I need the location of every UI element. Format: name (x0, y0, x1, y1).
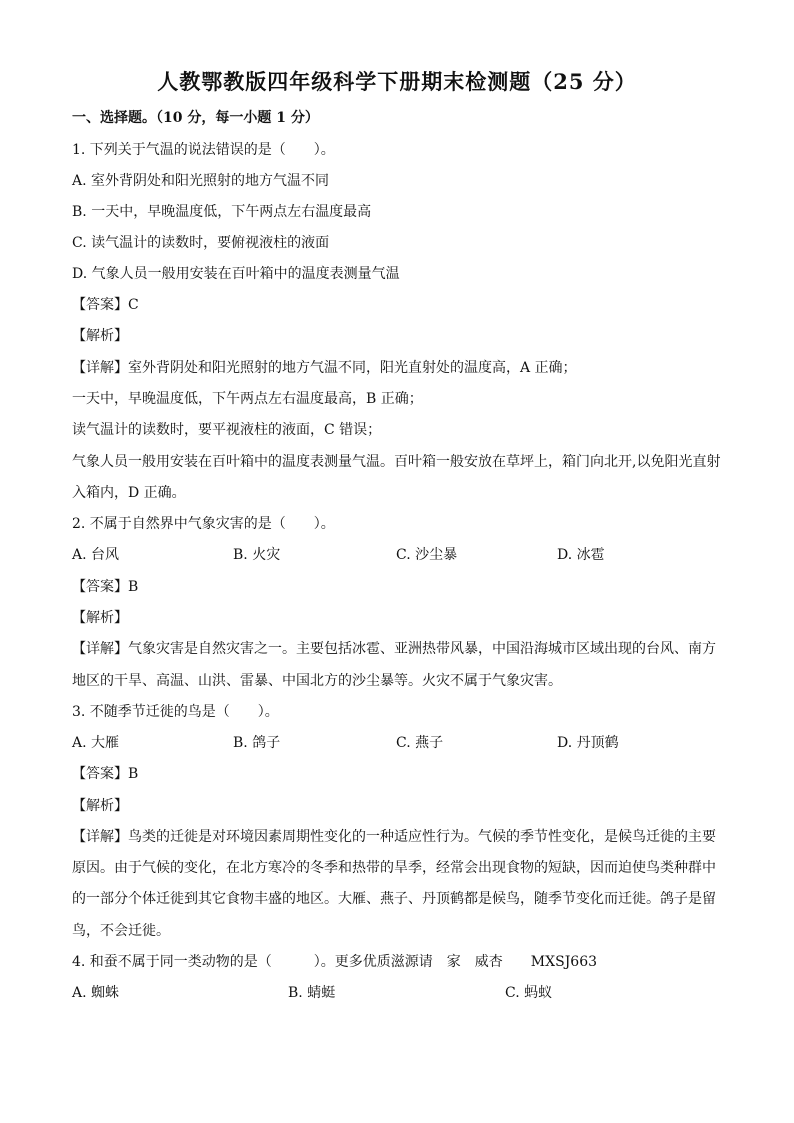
q2-detail-2: 地区的干旱、高温、山洪、雷暴、中国北方的沙尘暴等。火灾不属于气象灾害。 (72, 673, 562, 689)
q1-option-b: B. 一天中，早晚温度低，下午两点左右温度最高 (72, 204, 372, 220)
q1-detail-4: 气象人员一般用安装在百叶箱中的温度表测量气温。百叶箱一般安放在草坪上，箱门向北开,以免阳光直射 (72, 454, 721, 470)
q1-analysis: 【解析】 (72, 328, 128, 344)
q4-option-a: A. 蜘蛛 (72, 985, 120, 1001)
q3-detail-4: 鸟，不会迁徙。 (72, 923, 170, 939)
q1-stem: 1. 下列关于气温的说法错误的是（ ）。 (72, 142, 335, 158)
q3-option-c: C. 燕子 (396, 735, 444, 751)
q2-option-c: C. 沙尘暴 (396, 547, 458, 563)
q1-detail-3: 读气温计的读数时，要平视液柱的液面，C 错误； (72, 422, 382, 438)
q1-detail-5: 入箱内，D 正确。 (72, 485, 186, 501)
q2-option-d: D. 冰雹 (557, 547, 605, 563)
page-title: 人教鄂教版四年级科学下册期末检测题（25 分） (157, 69, 637, 94)
q3-option-b: B. 鸽子 (233, 735, 281, 751)
q2-option-b: B. 火灾 (233, 547, 281, 563)
q1-option-c: C. 读气温计的读数时，要俯视液柱的液面 (72, 235, 330, 251)
q2-option-a: A. 台风 (72, 547, 120, 563)
q2-analysis: 【解析】 (72, 610, 128, 626)
q3-answer: 【答案】B (72, 766, 139, 782)
q3-detail-1: 【详解】鸟类的迁徙是对环境因素周期性变化的一种适应性行为。气候的季节性变化，是候鸟迁徙的主要 (72, 829, 716, 845)
q3-option-d: D. 丹顶鹤 (557, 735, 619, 751)
q3-stem: 3. 不随季节迁徙的鸟是（ ）。 (72, 704, 279, 720)
q1-detail-2: 一天中，早晚温度低，下午两点左右温度最高，B 正确； (72, 391, 423, 407)
q2-stem: 2. 不属于自然界中气象灾害的是（ ）。 (72, 516, 335, 532)
q4-option-c: C. 蚂蚁 (505, 985, 553, 1001)
q1-option-d: D. 气象人员一般用安装在百叶箱中的温度表测量气温 (72, 266, 400, 282)
q2-answer: 【答案】B (72, 579, 139, 595)
q3-analysis: 【解析】 (72, 798, 128, 814)
q3-option-a: A. 大雁 (72, 735, 120, 751)
q3-detail-2: 原因。由于气候的变化，在北方寒冷的冬季和热带的旱季，经常会出现食物的短缺，因而迫使鸟类种群中 (72, 860, 716, 876)
q1-option-a: A. 室外背阴处和阳光照射的地方气温不同 (72, 173, 330, 189)
q3-detail-3: 的一部分个体迁徙到其它食物丰盛的地区。大雁、燕子、丹顶鹤都是候鸟，随季节变化而迁徙。鸽子是留 (72, 891, 716, 907)
q2-detail-1: 【详解】气象灾害是自然灾害之一。主要包括冰雹、亚洲热带风暴，中国沿海城市区域出现的台风、南方 (72, 641, 716, 657)
q4-option-b: B. 蜻蜓 (288, 985, 336, 1001)
q1-answer: 【答案】C (72, 297, 139, 313)
q1-detail-1: 【详解】室外背阴处和阳光照射的地方气温不同，阳光直射处的温度高，A 正确； (72, 360, 577, 376)
q4-stem: 4. 和蚕不属于同一类动物的是（ ）。更多优质滋源请 家 威杏 MXSJ663 (72, 954, 598, 970)
section-heading: 一、选择题。（10 分，每一小题 1 分） (72, 110, 319, 126)
